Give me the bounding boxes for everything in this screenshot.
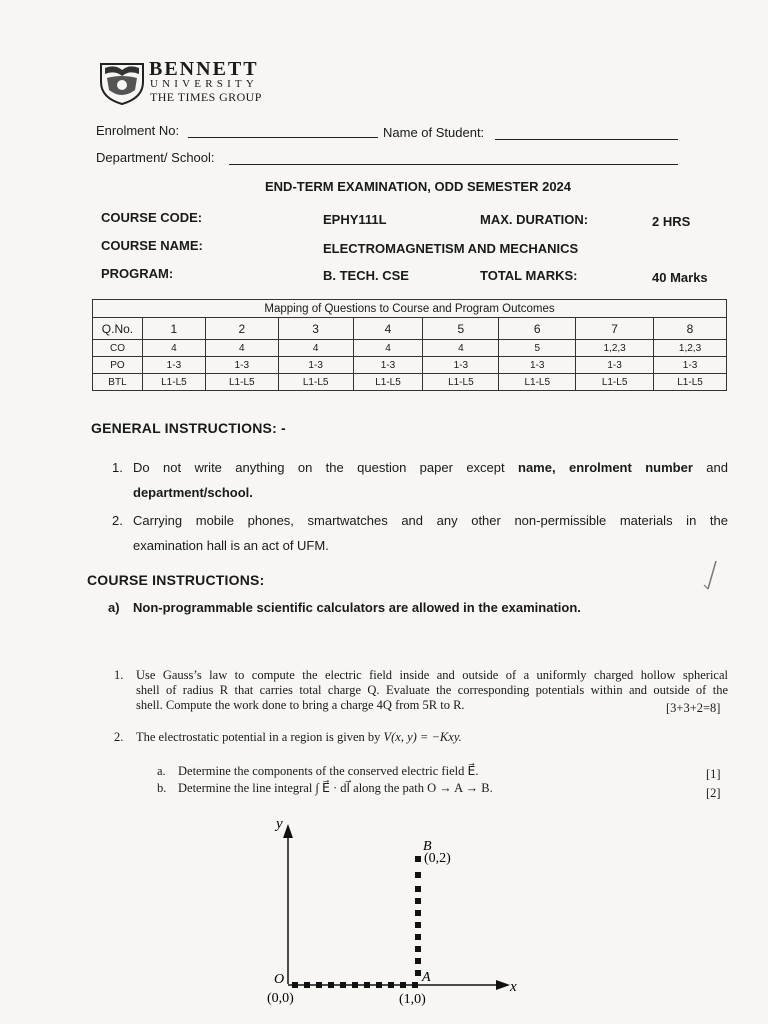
table-cell: L1-L5 [499,374,576,391]
logo-group-name: THE TIMES GROUP [150,90,262,104]
question-1-line1: Use Gauss’s law to compute the electric field inside and outside of a uniformly charged hollow spherical [136,668,728,682]
table-cell: 4 [353,340,423,357]
table-cell: 1-3 [205,357,278,374]
table-cell: 1-3 [142,357,205,374]
table-cell: 7 [576,318,654,340]
table-row [93,318,727,340]
table-cell: 6 [499,318,576,340]
enrolment-field[interactable] [188,137,378,138]
course-instruction-a-label: a) [108,600,120,615]
student-name-field[interactable] [495,139,678,140]
mapping-table [92,299,727,391]
exam-title: END-TERM EXAMINATION, ODD SEMESTER 2024 [265,179,572,194]
origin-coord: (0,0) [267,991,294,1006]
question-1-line2: shell of radius R that carries total charge Q. Evaluate the corresponding potentials within and outside of the [136,683,728,697]
table-cell: 1 [142,318,205,340]
course-instructions-heading: COURSE INSTRUCTIONS: [87,572,265,588]
table-cell: 4 [142,340,205,357]
table-cell: 5 [423,318,499,340]
crest-icon [97,60,147,106]
x-axis-arrow-icon [496,980,510,990]
question-2a-marks: [1] [706,767,721,781]
table-cell: L1-L5 [654,374,727,391]
instruction-1-and: and [706,460,728,475]
question-2b-label: b. [157,781,167,795]
table-cell: 1-3 [423,357,499,374]
table-row [93,357,727,374]
general-instructions-heading: GENERAL INSTRUCTIONS: - [91,420,286,436]
instruction-1-line2: department/school. [133,485,253,500]
table-cell: 3 [278,318,353,340]
tick-mark-icon [700,557,724,593]
table-cell: 1-3 [576,357,654,374]
point-b-coord: (0,2) [424,851,451,866]
instruction-1-bold: name, enrolment number [518,460,693,475]
student-name-label: Name of Student: [383,125,485,140]
point-b-label: B [423,839,432,854]
program-label: PROGRAM: [101,266,174,281]
table-cell: L1-L5 [278,374,353,391]
table-cell: 1-3 [499,357,576,374]
table-cell: 4 [423,340,499,357]
y-axis-label: y [276,816,283,832]
table-cell: L1-L5 [353,374,423,391]
university-logo [97,58,297,108]
path-a-to-b [415,856,421,976]
table-row [93,340,727,357]
table-row [93,374,727,391]
question-2-text [136,731,462,745]
table-cell: BTL [93,374,143,391]
y-axis-arrow-icon [283,824,293,838]
logo-university-name: BENNETT [149,58,259,80]
table-cell: 1,2,3 [654,340,727,357]
table-cell: 5 [499,340,576,357]
instruction-1-text: Do not write anything on the question paper except [133,460,505,475]
table-cell: Q.No. [93,318,143,340]
logo-university-sub: UNIVERSITY [150,78,258,90]
table-cell: 4 [205,340,278,357]
total-marks-value: 40 Marks [652,270,708,285]
table-cell: 1-3 [654,357,727,374]
table-cell: CO [93,340,143,357]
question-2b-text: Determine the line integral ∫ E⃗ · dl⃗ along the path O → A → B. [178,781,493,795]
instruction-2-line2: examination hall is an act of UFM. [133,538,329,553]
question-1-marks: [3+3+2=8] [666,701,721,715]
x-axis-label: x [510,979,517,995]
table-cell: 4 [278,340,353,357]
question-2-formula: V(x, y) = −Kxy. [383,730,462,744]
course-code-label: COURSE CODE: [101,210,203,225]
department-label: Department/ School: [96,150,215,165]
question-1-number: 1. [114,668,124,682]
table-cell: L1-L5 [205,374,278,391]
table-cell: 2 [205,318,278,340]
table-cell: L1-L5 [576,374,654,391]
table-cell: PO [93,357,143,374]
course-instruction-a: Non-programmable scientific calculators are allowed in the examination. [133,600,581,615]
question-2-number: 2. [114,730,124,744]
question-2a-label: a. [157,764,166,778]
table-caption: Mapping of Questions to Course and Program Outcomes [93,300,727,318]
course-name-value: ELECTROMAGNETISM AND MECHANICS [323,241,579,256]
question-2b-marks: [2] [706,786,721,800]
enrolment-label: Enrolment No: [96,123,180,138]
table-cell: 4 [353,318,423,340]
table-cell: 1,2,3 [576,340,654,357]
point-a-coord: (1,0) [399,992,426,1007]
question-1-line3: shell. Compute the work done to bring a charge 4Q from 5R to R. [136,698,465,712]
instruction-1-number: 1. [112,460,123,475]
question-2a-text: Determine the components of the conserved electric field E⃗. [178,764,479,778]
instruction-2-number: 2. [112,513,123,528]
table-cell: 8 [654,318,727,340]
total-marks-label: TOTAL MARKS: [480,268,578,283]
instruction-1-line1 [133,455,728,480]
table-cell: 1-3 [278,357,353,374]
table-cell: 1-3 [353,357,423,374]
course-name-label: COURSE NAME: [101,238,203,253]
question-2-statement: The electrostatic potential in a region is given by [136,730,381,744]
department-field[interactable] [229,164,678,165]
table-cell: L1-L5 [142,374,205,391]
table-caption-row [93,300,727,318]
max-duration-label: MAX. DURATION: [480,212,589,227]
instruction-2-line1: Carrying mobile phones, smartwatches and any other non-permissible materials in the [133,513,728,528]
point-a-label: A [422,970,431,985]
program-value: B. TECH. CSE [323,268,409,283]
max-duration-value: 2 HRS [652,214,691,229]
origin-label: O [274,972,285,987]
course-code-value: EPHY111L [323,212,387,227]
path-diagram [250,810,540,1014]
table-cell: L1-L5 [423,374,499,391]
